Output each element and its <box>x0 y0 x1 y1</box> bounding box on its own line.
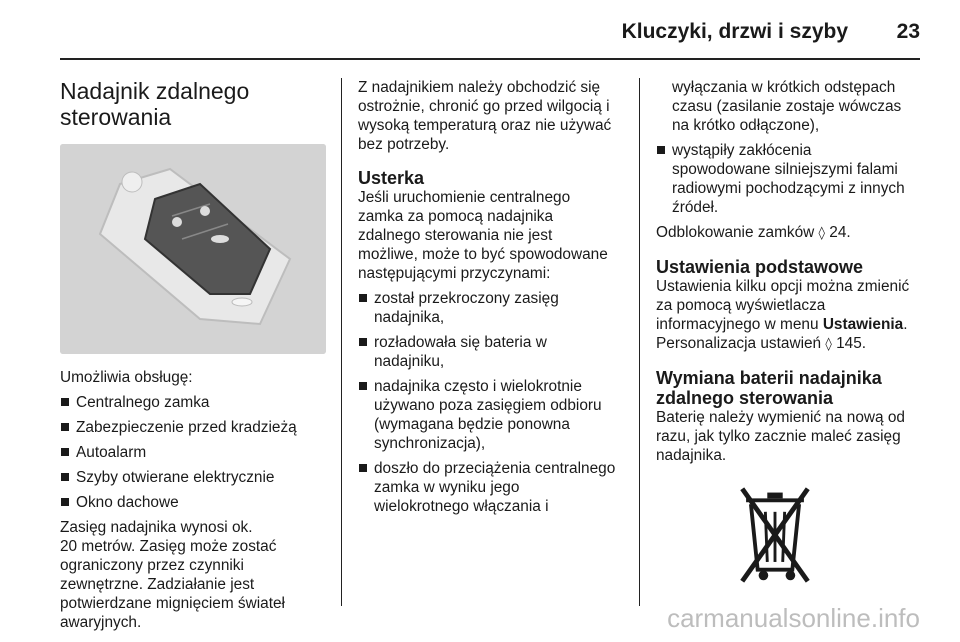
list-item: Szyby otwierane elektrycznie <box>60 468 326 487</box>
menu-name: Ustawienia <box>822 316 904 333</box>
watermark: carmanualsonline.info <box>667 603 920 633</box>
list-item: został przekroczony zasięg nadajnika, <box>358 289 624 327</box>
column-3 <box>656 78 922 587</box>
list-item: wystąpiły zakłócenia spowodowane silniejszymi falami radiowymi pochodzącymi z innych źródeł. <box>656 141 922 217</box>
intro-text: Umożliwia obsługę: <box>60 369 193 386</box>
arrow-icon: ◊ <box>825 337 832 352</box>
list-item: doszło do przeciążenia centralnego zamka w wyniku jego wielokrotnego włączania i <box>358 459 624 516</box>
range-paragraph: Zasięg nadajnika wynosi ok. 20 metrów. Zasięg może zostać ograniczony przez czynniki zewnętrzne. Zadziałanie jest potwierdzane mignięciem świateł awaryjnych. <box>60 519 285 631</box>
battery-heading: Wymiana baterii nadajnika zdalnego sterowania <box>656 368 882 408</box>
list-item: Zabezpieczenie przed kradzieżą <box>60 418 326 437</box>
column-rule-1 <box>341 78 342 606</box>
settings-paragraph: Ustawienia kilku opcji można zmienić za pomocą wyświetlacza informacyjnego w menu Ustawienia. Personalizacja ustawień ◊ 145. <box>656 278 910 352</box>
settings-heading: Ustawienia podstawowe <box>656 257 864 277</box>
column-rule-2 <box>639 78 640 606</box>
list-item: rozładowała się bateria w nadajniku, <box>358 333 624 371</box>
weee-bin-icon <box>736 481 814 587</box>
arrow-icon: ◊ <box>818 226 825 241</box>
fault-paragraph: Jeśli uruchomienie centralnego zamka za pomocą nadajnika zdalnego sterowania nie jest możliwe, może to być spowodowane następującymi przyczynami: <box>358 189 608 282</box>
care-paragraph: Z nadajnikiem należy obchodzić się ostrożnie, chronić go przed wilgocią i wysoką temperaturą oraz nie używać bez potrzeby. <box>358 79 612 153</box>
key-fob-illustration <box>60 144 326 354</box>
unlock-reference: Odblokowanie zamków ◊ 24. <box>656 224 851 241</box>
continued-item: wyłączania w krótkich odstępach czasu (zasilanie zostaje wówczas na krótko odłączone), <box>672 79 902 134</box>
header-rule <box>60 58 920 60</box>
fault-heading: Usterka <box>358 168 425 188</box>
column-2 <box>358 78 624 516</box>
section-title: Nadajnik zdalnego sterowania <box>60 78 250 130</box>
column-1 <box>60 78 326 632</box>
list-item: nadajnika często i wielokrotnie używano poza zasięgiem odbioru (wymagana będzie ponowna synchronizacja), <box>358 377 624 453</box>
list-item: Okno dachowe <box>60 493 326 512</box>
list-item: Autoalarm <box>60 443 326 462</box>
header-title: Kluczyki, drzwi i szyby <box>621 20 848 43</box>
page-number: 23 <box>896 20 920 43</box>
list-item: Centralnego zamka <box>60 393 326 412</box>
battery-paragraph: Baterię należy wymienić na nową od razu, jak tylko zacznie maleć zasięg nadajnika. <box>656 409 905 464</box>
